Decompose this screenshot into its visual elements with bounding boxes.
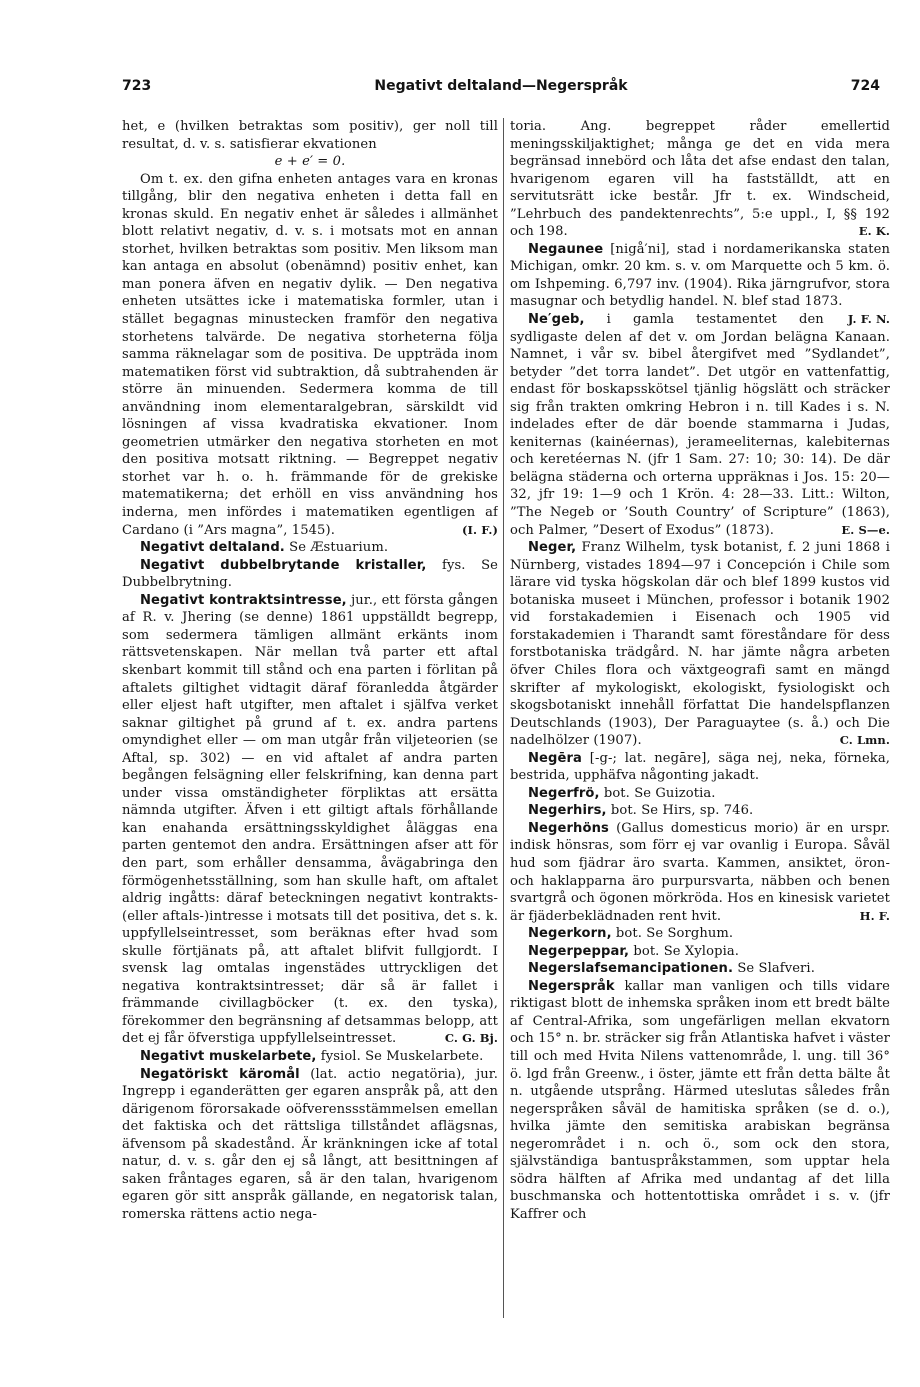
entry <box>122 539 498 557</box>
author-signature: (I. F.) <box>462 522 498 537</box>
entry-text: [nigå′ni], stad i nordamerikanska staten Michigan, omkr. 20 km. s. v. om Marquette och 5 km. ö. om Ishpeming. 6,797 inv. (1904). Rika järngrufvor, stora masugnar och betydlig handel. N. blef stad 1873. <box>510 241 890 310</box>
entry <box>122 1066 498 1224</box>
entry-text: bot. Se Xylopia. <box>633 943 740 959</box>
entry-headword: Negativt muskelarbete, <box>140 1048 317 1064</box>
author-signature: J. F. N. <box>847 312 890 327</box>
entry <box>122 557 498 592</box>
paragraph <box>122 171 498 539</box>
entry-headword: Negativt deltaland. <box>140 540 285 556</box>
entry <box>510 978 890 1224</box>
entry-text: bot. Se Hirs, sp. 746. <box>610 803 754 819</box>
entry <box>510 311 890 539</box>
entry <box>122 592 498 1048</box>
entry <box>510 785 890 803</box>
entry-text: (Gallus domesticus morio) är en urspr. indisk hönsras, som förr ej var ovanlig i Europa. Såväl hud som fjädrar äro svarta. Kammen, ansiktet, öron- och haklapparna äro purpursvarta, näbben och benen svartgrå och ögonen mörkröda. Hos en kinesisk varietet är fjäderbeklädnaden rent hvit. <box>510 820 890 924</box>
entry <box>510 943 890 961</box>
entry-text: Se Slafveri. <box>737 961 815 977</box>
entry <box>510 750 890 785</box>
page-number-left: 723 <box>122 78 152 94</box>
entry <box>122 1048 498 1066</box>
entry-headword: Neger, <box>528 540 577 556</box>
entry-text: bot. Se Sorghum. <box>615 926 734 942</box>
entry-text: toria. Ang. begreppet råder emellertid meningsskiljaktighet; många ge det en vida mera begränsad innebörd och låta det afse endast den talan, hvarigenom egaren vill ha fastställdt, att en servitutsrätt icke består. Jfr t. ex. Windscheid, ”Lehrbuch des pandektenrechts”, 5:e uppl., I, §§ 192 och 198. <box>510 119 890 240</box>
running-title: Negativt deltaland—Negerspråk <box>374 78 628 94</box>
entry-headword: Ne′geb, <box>528 312 585 328</box>
author-signature: C. Lmn. <box>839 733 890 748</box>
entry-headword: Negerhirs, <box>528 803 607 819</box>
entry-text: i gamla testamentet den sydligaste delen af det v. om Jordan belägna Kanaan. Namnet, i vår sv. bibel återgifvet med ”Sydlandet”, betyder ”det torra landet”. Det utgör en vattenfattig, endast för boskapsskötsel tjänlig högslätt och sträcker sig från trakten omkring Hebron i n. till Kades i s. N. indelades efter de där boende stammarna i Judas, keniternas (kainéernas), jerameeliternas, kalebiternas och keretéernas N. (jfr 1 Sam. 27: 10; 30: 14). De där belägna städerna och orterna uppräknas i Jos. 15: 20—32, jfr 19: 1—9 och 1 Krön. 4: 28—33. Litt.: Wilton, ”The Negeb or ’South Country’ of Scripture” (1863), och Palmer, ”Desert of Exodus” (1873). <box>510 312 890 538</box>
equation <box>122 153 498 171</box>
entry-text: (lat. actio negatöria), jur. Ingrepp i eganderätten ger egaren anspråk på, att den därigenom förorsakade oöfverenssstämmelsen emellan det faktiska och det rättsliga tillståndet aflägsnas, äfvensom på skadestånd. Är kränkningen icke af total natur, d. v. s. går den ej så långt, att besittningen af saken fråntages egaren, så är den talan, hvarigenom egaren gör sitt anspråk gällande, en negatorisk talan, romerska rättens actio nega- <box>122 1066 498 1222</box>
entry-text: fys. Se Dubbelbrytning. <box>122 557 498 591</box>
entry <box>510 802 890 820</box>
running-header <box>122 78 880 100</box>
entry-headword: Negerfrö, <box>528 785 600 801</box>
entry-headword: Negativt dubbelbrytande kristaller, <box>140 557 427 573</box>
column-divider <box>503 118 504 1318</box>
entry-text: Franz Wilhelm, tysk botanist, f. 2 juni 1868 i Nürnberg, vistades 1894—97 i Concepción i Chile som lärare vid tyska högskolan där och blef 1899 kustos vid botaniska museet i München, professor i botanik 1902 vid forstakademien i Eisenach och 1905 vid forstakademien i Tharandt samt föreståndare för dess forstbotaniska trädgård. N. har jämte några arbeten öfver Chiles flora och växtgeografi samt en mängd skrifter af mykologiskt, ekologiskt, fysiologiskt och skogsbotaniskt innehåll författat Die handelspflanzen Deutschlands (1903), Der Paraguaytee (s. å.) och Die nadelhölzer (1907). <box>510 540 890 749</box>
page-number-right: 724 <box>850 78 880 94</box>
entry-text: jur., ett första gången af R. v. Jhering (se denne) 1861 uppställdt begrepp, som sedermera tämligen allmänt erkänts inom rättsvetenskapen. När mellan två parter ett aftal skenbart kommit till stånd och ena parten i förlitan på aftalets giltighet vidtagit däraf föranledda åtgärder eller eljest haft utgifter, men aftalet i själfva verket saknar giltighet på grund af t. ex. andra partens omyndighet eller — om man utgår från viljeteorien (se Aftal, sp. 302) — en vid aftalet af andra parten begången felsägning eller felskrifning, kan denna part under vissa omständigheter förpliktas att ersätta nämnda utgifter. Äfven i ett giltigt aftals förhållande kan enahanda ersättningsskyldighet åläggas ena parten gentemot den andra. Ersättningen afser att för den part, som erhåller densamma, åvägabringa den förmögenhetsställning, som han skulle haft, om aftalet aldrig ingåtts: däraf beteckningen negativt kontrakts- (eller aftals-)intresse i motsats till det positiva, det s. k. uppfyllelseintresset, som beräknas efter hvad som skulle förtjänats på, att aftalet blifvit fullgjordt. I svensk lag omtalas ingenstädes uttryckligen det negativa kontraktsintresset; där så är fallet i främmande civillagböcker (t. ex. den tyska), förekommer den begränsning af detsammas belopp, att det ej får öfverstiga uppfyllelseintresset. <box>122 592 498 1047</box>
author-signature: E. S—e. <box>841 522 890 537</box>
entry-text: bot. Se Guizotia. <box>603 785 716 801</box>
entry <box>510 960 890 978</box>
entry <box>510 539 890 750</box>
entry-headword: Negaunee <box>528 241 604 257</box>
entry-text: [-g-; lat. negāre], säga nej, neka, förneka, bestrida, upphäfva någonting jakadt. <box>510 750 890 784</box>
entry <box>510 925 890 943</box>
author-signature: E. K. <box>858 224 890 239</box>
entry-text: kallar man vanligen och tills vidare riktigast blott de inhemska språken inom ett bredt bälte af Central-Afrika, som ungefärligen mellan ekvatorn och 15° n. br. sträcker sig från Atlantiska hafvet i väster till och med Hvita Nilens vattenområde, l. ung. till 36° ö. lgd från Greenw., i öster, jämte ett från detta bälte åt n. utgående utsprång. Härmed uteslutas således från negerspråken såväl de hamitiska språken (se d. o.), hvilka jämte den semitiska arabiskan begränsa negerområdet i n. och ö., som ock den stora, självständiga bantuspråkstammen, som upptar hela södra hälften af Afrika med undantag af det lilla buschmanska och hottentottiska området i s. v. (jfr Kaffrer och <box>510 978 890 1222</box>
entry <box>510 820 890 925</box>
entry-continuation <box>510 118 890 241</box>
equation-text: e + e′ = 0. <box>274 154 346 170</box>
entry-text: fysiol. Se Muskelarbete. <box>320 1048 484 1064</box>
entry-headword: Negēra <box>528 750 582 766</box>
paragraph-text: het, e (hvilken betraktas som positiv), ger noll till resultat, d. v. s. satisfierar ekvationen <box>122 119 498 152</box>
author-signature: H. F. <box>859 908 890 923</box>
entry-headword: Negerkorn, <box>528 926 612 942</box>
author-signature: C. G. Bj. <box>444 1031 498 1046</box>
entry-headword: Negerslafsemancipationen. <box>528 961 734 977</box>
entry-headword: Negativt kontraktsintresse, <box>140 592 347 608</box>
right-column <box>510 118 890 1318</box>
entry-headword: Negatöriskt käromål <box>140 1066 300 1082</box>
paragraph-text: Om t. ex. den gifna enheten antages vara en kronas tillgång, blir den negativa enheten i detta fall en kronas skuld. En negativ enhet är således i allmänhet blott relativt negativ, d. v. s. i motsats mot en annan storhet, hvilken betraktas som positiv. Men liksom man kan antaga en absolut (obenämnd) positiv enhet, kan man ponera äfven en negativ dylik. — Den negativa enheten utsättes icke i matematiska formler, utan i stället begagnas minustecken framför den negativa storhetens talvärde. De negativa storheterna följa samma räknelagar som de positiva. De uppträda inom matematiken först vid subtraktion, då subtrahenden är större än minuenden. Sedermera komma de till användning inom elementaralgebran, särskildt vid lösningen af vissa kvadratiska ekvationer. Inom geometrien utmärker den negativa storheten en mot den positiva motsatt riktning. — Begreppet negativ storhet var h. o. h. främmande för de grekiske matematikerna; det erhöll en viss användning hos inderna, men infördes i matematiken egentligen af Cardano (i ”Ars magna”, 1545). <box>122 171 498 538</box>
entry-headword: Negerspråk <box>528 978 615 994</box>
entry-text: Se Æstuarium. <box>289 540 389 556</box>
entry-headword: Negerpeppar, <box>528 943 630 959</box>
paragraph <box>122 118 498 153</box>
entry-headword: Negerhöns <box>528 820 609 836</box>
left-column <box>122 118 498 1318</box>
